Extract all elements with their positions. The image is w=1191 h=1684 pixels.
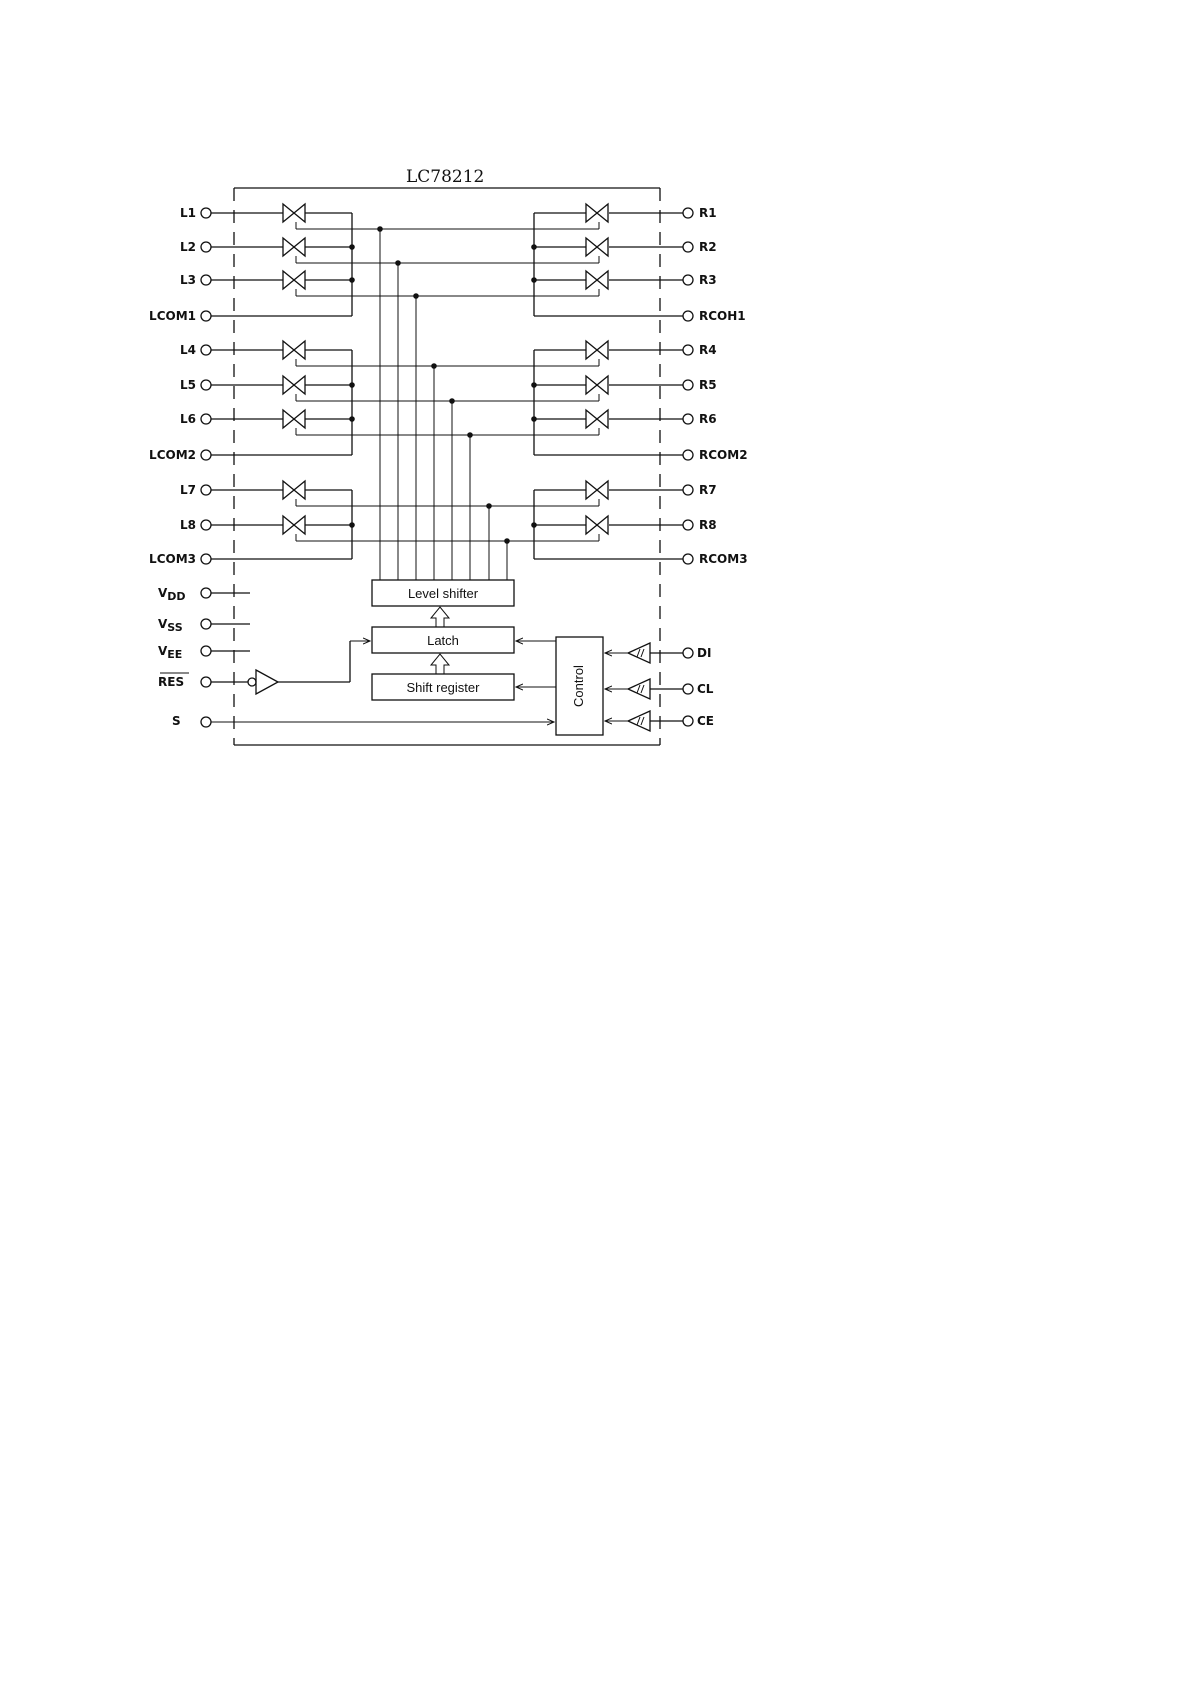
right-switch-r7 — [586, 481, 608, 499]
right-pin-terminal — [683, 311, 693, 321]
left-pin-terminal — [201, 242, 211, 252]
right-switch-r2 — [586, 238, 608, 256]
left-switch-l3 — [283, 271, 305, 289]
left-pin-terminal — [201, 450, 211, 460]
left-pin-terminal — [201, 485, 211, 495]
left-switch-l8 — [283, 516, 305, 534]
latch-block — [372, 627, 514, 653]
left-pin-label-l3: L3 — [180, 273, 196, 287]
right-pin-label-r2: R2 — [699, 240, 717, 254]
right-pin-label-r3: R3 — [699, 273, 717, 287]
serial-pin-di — [605, 643, 711, 663]
right-switch-r5 — [586, 376, 608, 394]
shift-register-label: Shift register — [406, 680, 480, 695]
s-pin — [172, 714, 554, 728]
reset-pin-label: RES — [158, 675, 185, 689]
right-pin-label-rcoh1: RCOH1 — [699, 309, 746, 323]
right-switch-r8 — [586, 516, 608, 534]
right-pin-label-rcom2: RCOM2 — [699, 448, 748, 462]
left-switch-l7 — [283, 481, 305, 499]
left-pin-label-l8: L8 — [180, 518, 196, 532]
left-pin-label-l1: L1 — [180, 206, 196, 220]
left-pin-label-l2: L2 — [180, 240, 196, 254]
left-pin-terminal — [201, 414, 211, 424]
power-pin-group — [158, 586, 250, 661]
register-to-latch-arrow — [431, 654, 449, 674]
control-bus — [296, 222, 599, 580]
right-switch-r4 — [586, 341, 608, 359]
s-pin-label: S — [172, 714, 181, 728]
latch-to-shifter-arrow — [431, 607, 449, 627]
right-pin-label-r7: R7 — [699, 483, 717, 497]
right-pin-group — [531, 204, 747, 566]
right-pin-terminal — [683, 485, 693, 495]
left-pin-label-lcom2: LCOM2 — [149, 448, 196, 462]
shift-register-block — [372, 674, 514, 700]
reset-pin — [158, 641, 370, 694]
power-pin-label: VEE — [158, 644, 183, 661]
left-switch-l1 — [283, 204, 305, 222]
left-pin-terminal — [201, 208, 211, 218]
control-label: Control — [571, 665, 586, 707]
left-pin-label-lcom3: LCOM3 — [149, 552, 196, 566]
left-pin-label-l5: L5 — [180, 378, 196, 392]
right-pin-terminal — [683, 275, 693, 285]
level-shifter-block — [372, 580, 514, 606]
right-pin-terminal — [683, 520, 693, 530]
right-pin-terminal — [683, 345, 693, 355]
chip-outline — [234, 188, 660, 745]
control-block — [556, 637, 603, 735]
left-pin-label-l6: L6 — [180, 412, 196, 426]
left-switch-l4 — [283, 341, 305, 359]
power-pin-label: VDD — [158, 586, 186, 603]
left-switch-l2 — [283, 238, 305, 256]
left-switch-l6 — [283, 410, 305, 428]
right-pin-terminal — [683, 414, 693, 424]
right-switch-r1 — [586, 204, 608, 222]
svg-text:CL: CL — [697, 682, 714, 696]
right-pin-terminal — [683, 208, 693, 218]
left-pin-label-l7: L7 — [180, 483, 196, 497]
left-pin-terminal — [201, 554, 211, 564]
left-pin-terminal — [201, 380, 211, 390]
right-switch-r6 — [586, 410, 608, 428]
svg-text:DI: DI — [697, 646, 712, 660]
right-pin-terminal — [683, 380, 693, 390]
left-pin-label-l4: L4 — [180, 343, 196, 357]
right-pin-terminal — [683, 242, 693, 252]
right-switch-r3 — [586, 271, 608, 289]
left-switch-l5 — [283, 376, 305, 394]
left-pin-terminal — [201, 345, 211, 355]
left-pin-terminal — [201, 275, 211, 285]
right-pin-label-r8: R8 — [699, 518, 717, 532]
right-pin-label-r5: R5 — [699, 378, 717, 392]
right-pin-label-rcom3: RCOM3 — [699, 552, 748, 566]
right-pin-terminal — [683, 450, 693, 460]
left-pin-group — [149, 204, 355, 566]
left-pin-label-lcom1: LCOM1 — [149, 309, 196, 323]
power-pin-label: VSS — [158, 617, 183, 634]
right-pin-label-r1: R1 — [699, 206, 717, 220]
chip-title: LC78212 — [406, 167, 485, 187]
right-pin-label-r6: R6 — [699, 412, 717, 426]
right-pin-terminal — [683, 554, 693, 564]
level-shifter-label: Level shifter — [407, 586, 479, 601]
latch-label: Latch — [427, 633, 459, 648]
left-pin-terminal — [201, 311, 211, 321]
left-pin-terminal — [201, 520, 211, 530]
right-pin-label-r4: R4 — [699, 343, 717, 357]
svg-text:CE: CE — [697, 714, 715, 728]
